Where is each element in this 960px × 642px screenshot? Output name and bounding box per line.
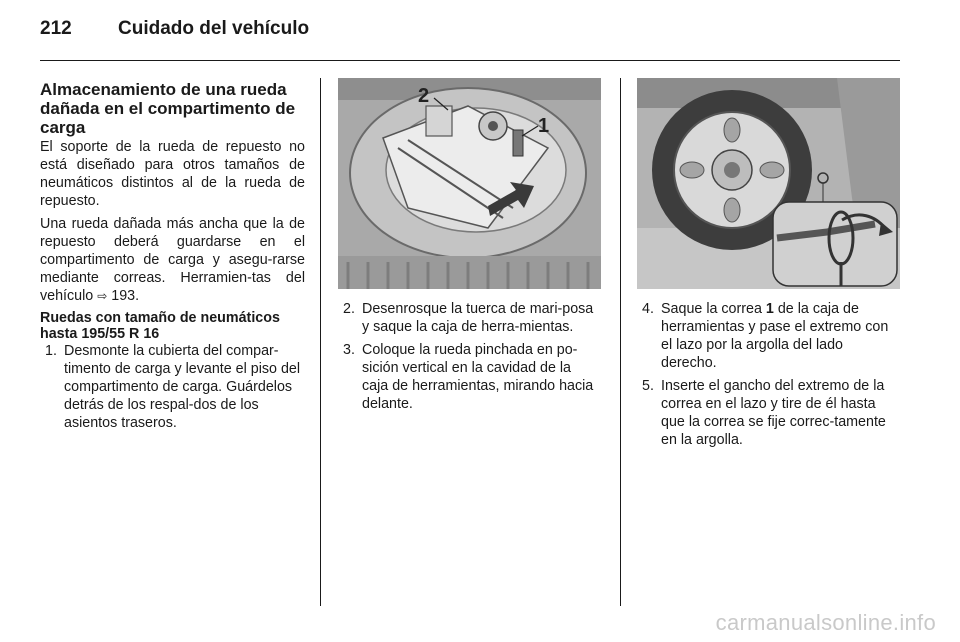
- callout-reference: 1: [765, 301, 774, 317]
- step-text: Inserte el gancho del extremo de la correa en el lazo y tire de él hasta que la correa se fije correc-tamente en la argolla.: [661, 378, 886, 448]
- figure-wheel-strap: [637, 78, 900, 289]
- page-header-title: Cuidado del vehículo: [118, 18, 310, 39]
- column-divider: [320, 78, 321, 606]
- text-column-3: [637, 300, 899, 454]
- header-rule: [40, 60, 900, 61]
- text-column-2: [338, 300, 600, 418]
- step-number: 5.: [642, 378, 654, 394]
- paragraph-damaged-wheel: [40, 215, 305, 305]
- step-number: 1.: [45, 343, 57, 359]
- step-text: Coloque la rueda pinchada en po-sición vertical en la cavidad de la caja de herramientas, mirando hacia delante.: [362, 342, 594, 412]
- page-reference[interactable]: 193.: [107, 288, 140, 304]
- step-item: [338, 300, 600, 336]
- step-number: 4.: [642, 301, 654, 317]
- step-text: Desmonte la cubierta del compar-timento de carga y levante el piso del compartimento de carga. Guárdelos detrás de los respal-dos de los asientos traseros.: [64, 343, 301, 431]
- callout-2: 2: [418, 85, 430, 107]
- step-number: 2.: [343, 301, 355, 317]
- step-text: Saque la correa 1 de la caja de herramientas y pase el extremo con el lazo por la argolla del lado derecho.: [661, 301, 889, 371]
- step-number: 3.: [343, 342, 355, 358]
- column-divider: [620, 78, 621, 606]
- step-item: [637, 377, 899, 449]
- step-item: [637, 300, 899, 372]
- section-title: Almacenamiento de una rueda dañada en el compartimento de carga: [40, 80, 296, 137]
- reference-arrow-icon: ⇨: [97, 289, 108, 303]
- step-item: [40, 342, 305, 432]
- step-text: Desenrosque la tuerca de mari-posa y saque la caja de herra-mientas.: [362, 301, 594, 335]
- subheading-tyre-size: Ruedas con tamaño de neumáticos hasta 195/55 R 16: [40, 310, 280, 342]
- paragraph-text: Una rueda dañada más ancha que la de repuesto deberá guardarse en el compartimento de carga y asegu-rarse mediante correas. Herramien-tas del vehículo: [40, 216, 305, 304]
- page-number: 212: [40, 18, 72, 39]
- watermark: carmanualsonline.info: [715, 610, 936, 635]
- paragraph-spare-wheel-holder: El soporte de la rueda de repuesto no está diseñado para otros tamaños de neumáticos distintos al de la rueda de repuesto.: [40, 139, 305, 209]
- step-item: [338, 341, 600, 413]
- text-column-1: [40, 80, 305, 437]
- callout-1: 1: [538, 115, 550, 137]
- figure-spare-wheel-toolbox: [338, 78, 601, 289]
